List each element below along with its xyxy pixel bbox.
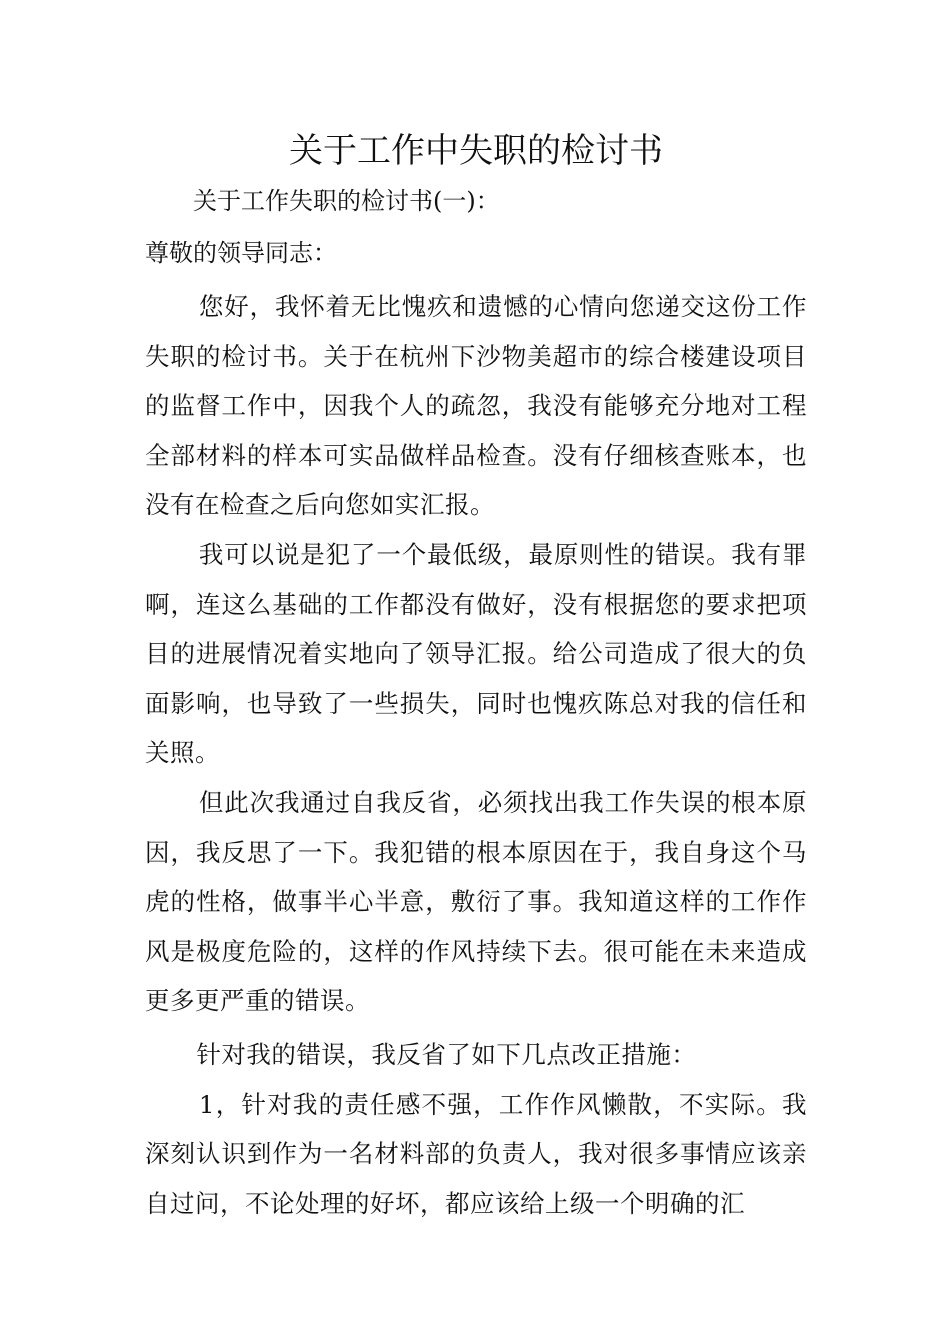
document-subtitle: 关于工作失职的检讨书(一)： — [193, 187, 500, 215]
body-paragraph-2: 我可以说是犯了一个最低级，最原则性的错误。我有罪啊，连这么基础的工作都没有做好，没有根据您的要求把项目的进展情况着实地向了领导汇报。给公司造成了很大的负面影响，也导致了一些损失，同时也愧疚陈总对我的信任和关照。 — [145, 539, 807, 768]
document-title: 关于工作中失职的检讨书 — [289, 131, 663, 171]
document-page — [145, 124, 807, 1228]
body-paragraph-5: 1，针对我的责任感不强，工作作风懒散，不实际。我深刻认识到作为一名材料部的负责人，我对很多事情应该亲自过问，不论处理的好坏，都应该给上级一个明确的汇 — [145, 1089, 807, 1218]
body-paragraph-3: 但此次我通过自我反省，必须找出我工作失误的根本原因，我反思了一下。我犯错的根本原因在于，我自身这个马虎的性格，做事半心半意，敷衍了事。我知道这样的工作作风是极度危险的，这样的作风持续下去。很可能在未来造成更多更严重的错误。 — [145, 787, 807, 1016]
body-paragraph-4: 针对我的错误，我反省了如下几点改正措施： — [196, 1039, 697, 1069]
salutation: 尊敬的领导同志： — [145, 239, 337, 267]
body-paragraph-1: 您好，我怀着无比愧疚和遗憾的心情向您递交这份工作失职的检讨书。关于在杭州下沙物美超市的综合楼建设项目的监督工作中，因我个人的疏忽，我没有能够充分地对工程全部材料的样本可实品做样品检查。没有仔细核查账本，也没有在检查之后向您如实汇报。 — [145, 292, 807, 520]
